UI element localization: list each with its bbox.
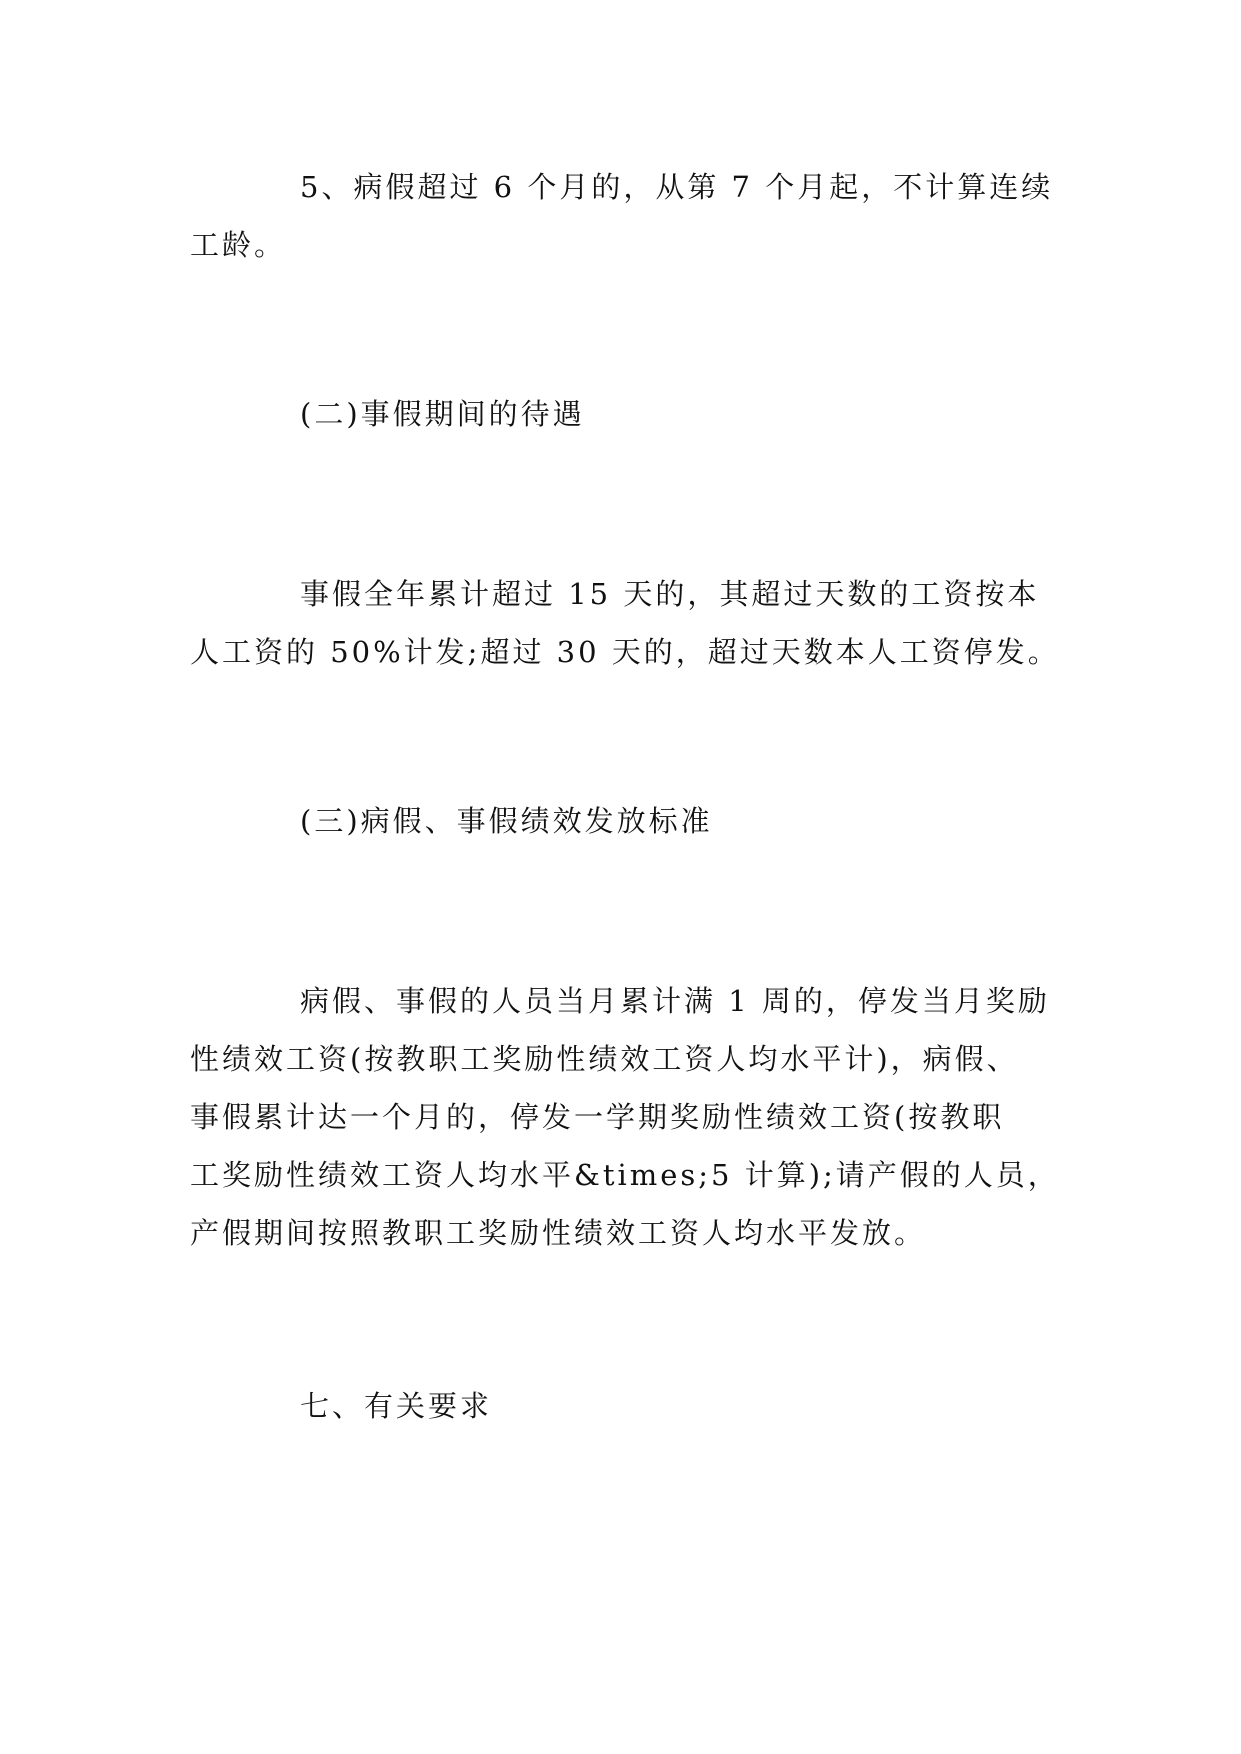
paragraph-line: 性绩效工资(按教职工奖励性绩效工资人均水平计)，病假、: [190, 1042, 1019, 1076]
paragraph-line: 人工资的 50%计发;超过 30 天的，超过天数本人工资停发。: [190, 635, 1060, 669]
section-heading-requirements: 七、有关要求: [300, 1389, 493, 1423]
paragraph-line: 病假、事假的人员当月累计满 1 周的，停发当月奖励: [300, 984, 1050, 1018]
section-heading-performance-standard: (三)病假、事假绩效发放标准: [300, 804, 713, 838]
paragraph-line: 事假全年累计超过 15 天的，其超过天数的工资按本: [300, 577, 1040, 611]
paragraph-line: 工奖励性绩效工资人均水平&times;5 计算);请产假的人员，: [190, 1158, 1060, 1192]
paragraph-line: 事假累计达一个月的，停发一学期奖励性绩效工资(按教职: [190, 1100, 1005, 1134]
paragraph-performance-standard: [190, 972, 1060, 1262]
section-heading-personal-leave: (二)事假期间的待遇: [300, 397, 585, 431]
paragraph-personal-leave: [190, 565, 1060, 681]
paragraph-line: 产假期间按照教职工奖励性绩效工资人均水平发放。: [190, 1216, 927, 1250]
paragraph-line: 工龄。: [190, 228, 287, 262]
paragraph-line: 5、病假超过 6 个月的，从第 7 个月起，不计算连续: [300, 170, 1054, 204]
paragraph-sick-leave-item5: [190, 158, 1060, 274]
